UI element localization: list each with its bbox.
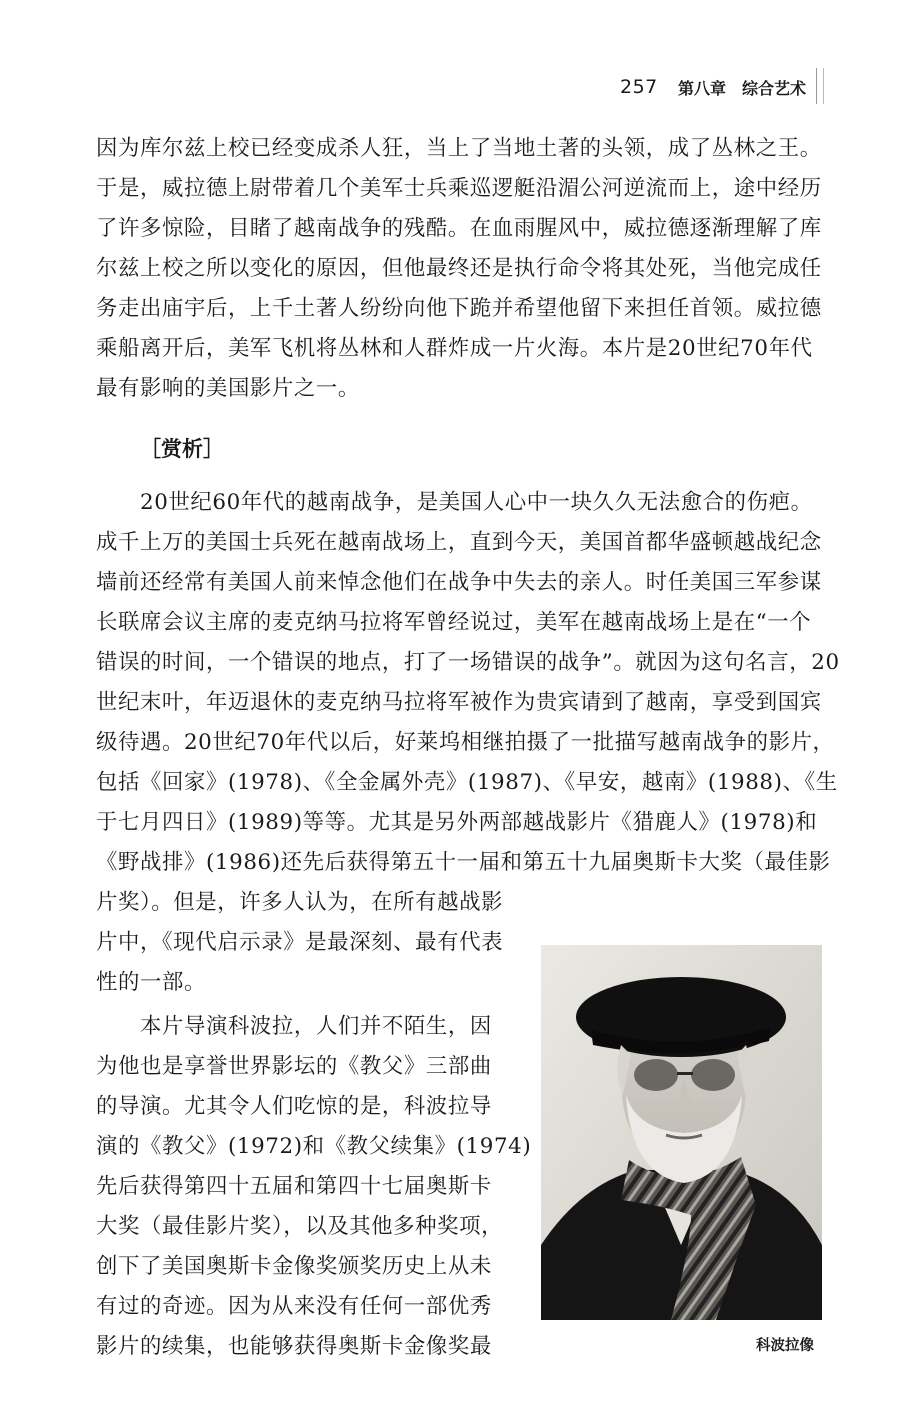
body-line: 因为库尔兹上校已经变成杀人狂，当上了当地土著的头领，成了丛林之王。 (96, 136, 822, 161)
body-line: 影片的续集，也能够获得奥斯卡金像奖最 (96, 1334, 492, 1359)
body-line: 性的一部。 (96, 970, 206, 995)
body-line: 乘船离开后，美军飞机将丛林和人群炸成一片火海。本片是20世纪70年代 (96, 336, 813, 361)
body-line: 20世纪60年代的越南战争，是美国人心中一块久久无法愈合的伤疤。 (96, 490, 813, 515)
body-line: 创下了美国奥斯卡金像奖颁奖历史上从未 (96, 1254, 492, 1279)
body-line: 了许多惊险，目睹了越南战争的残酷。在血雨腥风中，威拉德逐渐理解了库 (96, 216, 822, 241)
chapter-title: 第八章 综合艺术 (678, 79, 807, 98)
body-line: 墙前还经常有美国人前来悼念他们在战争中失去的亲人。时任美国三军参谋 (96, 570, 822, 595)
body-line: 演的《教父》(1972)和《教父续集》(1974) (96, 1134, 532, 1159)
body-line: 先后获得第四十五届和第四十七届奥斯卡 (96, 1174, 492, 1199)
body-line: 成千上万的美国士兵死在越南战场上，直到今天，美国首都华盛顿越战纪念 (96, 530, 822, 555)
body-line: 尔兹上校之所以变化的原因，但他最终还是执行命令将其处死，当他完成任 (96, 256, 822, 281)
body-line: 务走出庙宇后，上千土著人纷纷向他下跪并希望他留下来担任首领。威拉德 (96, 296, 822, 321)
running-header (600, 68, 830, 104)
body-line: 于七月四日》(1989)等等。尤其是另外两部越战影片《猎鹿人》(1978)和 (96, 810, 818, 835)
body-line: 为他也是享誉世界影坛的《教父》三部曲 (96, 1054, 492, 1079)
body-line: 片中，《现代启示录》是最深刻、最有代表 (96, 930, 504, 955)
body-line: 于是，威拉德上尉带着几个美军士兵乘巡逻艇沿湄公河逆流而上，途中经历 (96, 176, 822, 201)
body-line: 世纪末叶，年迈退休的麦克纳马拉将军被作为贵宾请到了越南，享受到国宾 (96, 690, 822, 715)
section-heading: ［赏析］ (140, 437, 224, 461)
body-line: 错误的时间，一个错误的地点，打了一场错误的战争”。就因为这句名言，20 (96, 650, 840, 675)
body-line: 本片导演科波拉，人们并不陌生，因 (96, 1014, 492, 1039)
portrait-photo (541, 945, 822, 1320)
body-line: 包括《回家》(1978)、《全金属外壳》(1987)、《早安，越南》(1988)、《生 (96, 770, 838, 795)
body-line: 有过的奇迹。因为从来没有任何一部优秀 (96, 1294, 492, 1319)
page-number: 257 (620, 76, 658, 98)
header-rule (816, 68, 824, 104)
photo-caption: 科波拉像 (756, 1338, 814, 1354)
body-line: 片奖）。但是，许多人认为，在所有越战影 (96, 890, 504, 915)
body-line: 《野战排》(1986)还先后获得第五十一届和第五十九届奥斯卡大奖（最佳影 (96, 850, 831, 875)
body-line: 长联席会议主席的麦克纳马拉将军曾经说过，美军在越南战场上是在“一个 (96, 610, 812, 635)
body-line: 级待遇。20世纪70年代以后，好莱坞相继拍摄了一批描写越南战争的影片， (96, 730, 835, 755)
body-line: 最有影响的美国影片之一。 (96, 376, 360, 401)
body-line: 大奖（最佳影片奖），以及其他多种奖项， (96, 1214, 504, 1239)
body-line: 的导演。尤其令人们吃惊的是，科波拉导 (96, 1094, 492, 1119)
